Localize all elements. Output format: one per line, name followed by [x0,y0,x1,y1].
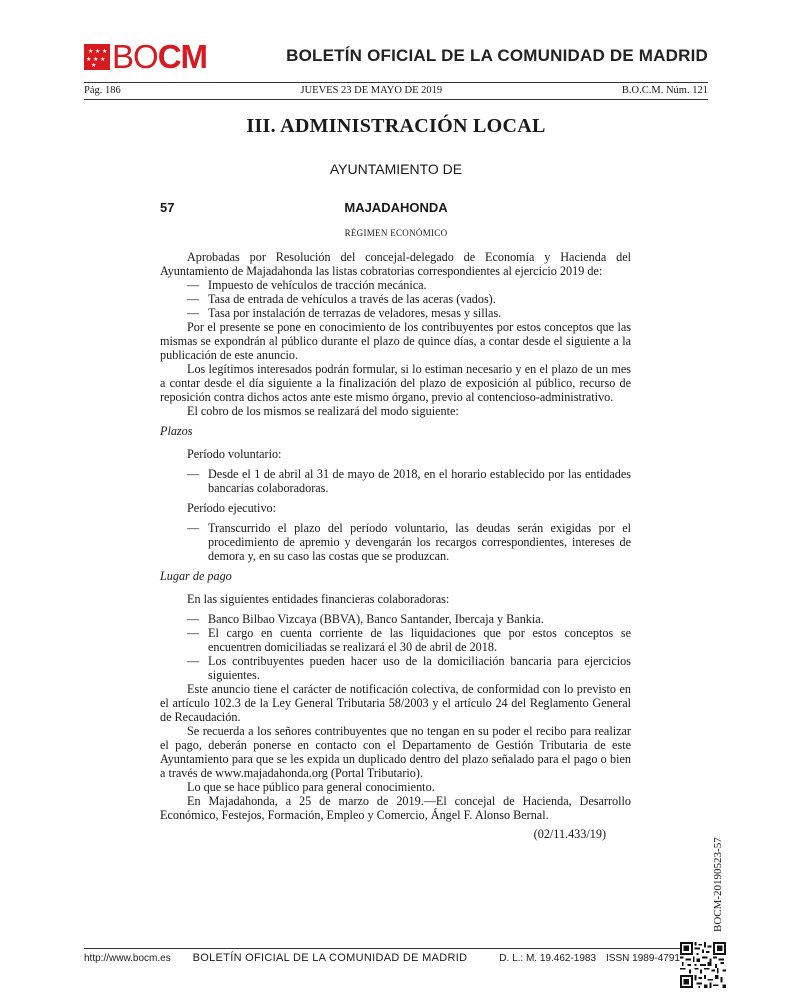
lugar-heading: Lugar de pago [160,569,232,583]
notificacion-paragraph: Este anuncio tiene el carácter de notificación colectiva, de conformidad con lo previsto en el artículo 102.3 de la Ley General Tributaria 58/2003 y el artículo 24 del Reglamento General de Recaudación. [160,682,631,724]
municipality-title: MAJADAHONDA [344,200,448,215]
recurso-paragraph: Los legítimos interesados podrán formular, si lo estiman necesario y en el plazo de un mes a contar desde el día siguiente a la finalización del plazo de exposición al público, recurso de reposición contra dichos actos ante este mismo órgano, previo al contencioso-administrativo. [160,362,631,404]
entidad-item: — Los contribuyentes pueden hacer uso de la domiciliación bancaria para ejercicios siguientes. [160,654,631,682]
header-title: BOLETÍN OFICIAL DE LA COMUNIDAD DE MADRID [286,46,708,65]
ejecutivo-item: — Transcurrido el plazo del período voluntario, las deudas serán exigidas por el procedimiento de apremio y devengarán los recargos correspondientes, intereses de demora y, en su caso las costas que se produzcan. [160,521,631,563]
announcement-number: 57 [160,200,175,215]
entidades-intro: En las siguientes entidades financieras colaboradoras: [187,592,450,606]
logo-text: BOCM [112,38,208,75]
footer-url-link[interactable]: http://www.bocm.es [84,952,171,964]
tax-item: — Tasa de entrada de vehículos a través de las aceras (vados). [160,292,631,306]
entidad-item: — Banco Bilbao Vizcaya (BBVA), Banco Santander, Ibercaja y Bankia. [160,612,631,626]
plazos-heading: Plazos [160,424,193,438]
intro-paragraph: Aprobadas por Resolución del concejal-delegado de Economía y Hacienda del Ayuntamiento de Majadahonda las listas cobratorias correspondientes al ejercicio 2019 de: [160,250,631,278]
footer-issn: ISSN 1989-4791 [606,952,680,964]
cobro-paragraph: El cobro de los mismos se realizará del modo siguiente: [187,404,459,418]
voluntario-item: — Desde el 1 de abril al 31 de mayo de 2018, en el horario establecido por las entidades bancarias colaboradoras. [160,467,631,495]
footer [84,952,680,964]
tax-item: — Impuesto de vehículos de tracción mecánica. [160,278,631,292]
voluntario-label: Período voluntario: [187,447,282,461]
exposition-paragraph: Por el presente se pone en conocimiento de los contribuyentes por estos conceptos que las mismas se expondrán al público durante el plazo de quince días, a contar desde el siguiente a la publicación de este anuncio. [160,320,631,362]
footer-title: BOLETÍN OFICIAL DE LA COMUNIDAD DE MADRID [192,952,468,964]
ejecutivo-label: Período ejecutivo: [187,501,277,515]
header-sub-rule [84,99,708,100]
footer-rule [84,948,680,949]
publico-paragraph: Lo que se hace público para general conocimiento. [187,780,435,794]
page-number: Pág. 186 [84,85,121,96]
madrid-flag-icon: ★ ★ ★ ★ ★ ★ ★ [84,44,110,70]
footer-legal [489,953,680,964]
issue-date: JUEVES 23 DE MAYO DE 2019 [300,85,443,96]
header-rule [84,82,708,83]
recuerda-paragraph: Se recuerda a los señores contribuyentes que no tengan en su poder el recibo para realizar el pago, deberán ponerse en contacto con el Departamento de Gestión Tributaria de este Ayuntamiento para que se les expida un duplicado dentro del plazo señalado para el pago o bien a través de www.majadahonda.org (Portal Tributario). [160,724,631,780]
bocm-logo [84,40,207,74]
issue-number: B.O.C.M. Núm. 121 [621,85,708,96]
section-title: III. ADMINISTRACIÓN LOCAL [246,115,546,137]
firma-paragraph: En Majadahonda, a 25 de marzo de 2019.—El concejal de Hacienda, Desarrollo Económico, Festejos, Formación, Empleo y Comercio, Ángel F. Alonso Bernal. [160,794,631,822]
header-info-bar [84,85,708,96]
qr-code-icon [680,942,726,988]
entidad-item: — El cargo en cuenta corriente de las liquidaciones que por estos conceptos se encuentren domiciliadas se realizará el 30 de abril de 2018. [160,626,631,654]
reference-code: (02/11.433/19) [533,827,606,841]
footer-dl: D. L.: M. 19.462-1983 [499,952,597,964]
tax-item: — Tasa por instalación de terrazas de veladores, mesas y sillas. [160,306,631,320]
announcement-body [160,250,631,841]
topic-label: RÉGIMEN ECONÓMICO [344,228,448,238]
ayuntamiento-label: AYUNTAMIENTO DE [329,161,463,177]
side-document-code: BOCM-20190523-57 [712,837,724,932]
